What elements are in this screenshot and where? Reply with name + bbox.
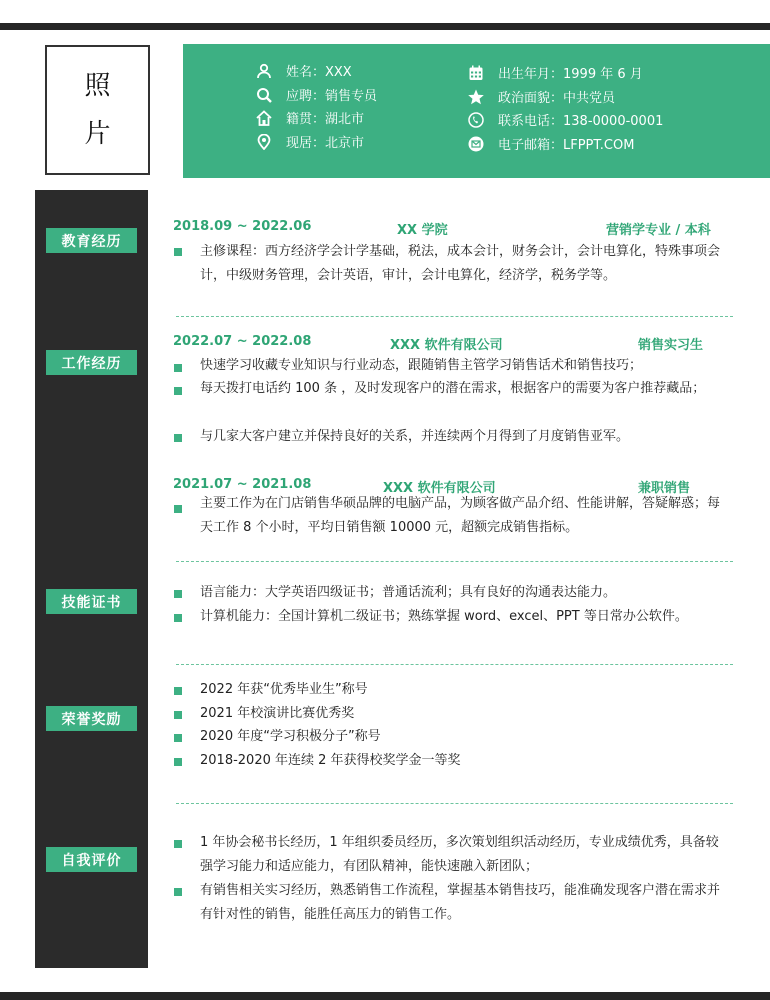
home-icon — [256, 110, 272, 126]
bullet — [174, 505, 182, 513]
divider — [176, 664, 733, 665]
honor-item: 2022 年获“优秀毕业生”称号 — [200, 682, 368, 697]
info-text: 姓名：XXX — [286, 65, 352, 80]
section-label-work: 工作经历 — [46, 350, 137, 375]
bullet — [174, 590, 182, 598]
bottom-bar — [0, 992, 770, 1000]
phone-icon — [468, 112, 484, 128]
work-detail: 与几家大客户建立并保持良好的关系，并连续两个月得到了月度销售亚军。 — [200, 429, 630, 444]
bullet — [174, 758, 182, 766]
work-detail: 快速学习收藏专业知识与行业动态，跟随销售主管学习销售话术和销售技巧； — [200, 358, 643, 373]
bullet — [174, 888, 182, 896]
honor-item: 2020 年度“学习积极分子”称号 — [200, 729, 381, 744]
bullet — [174, 687, 182, 695]
photo-char: 片 — [84, 119, 111, 149]
info-text: 籍贯：湖北市 — [286, 112, 365, 127]
section-label-self: 自我评价 — [46, 847, 137, 872]
info-name — [256, 61, 352, 80]
work-role: 兼职销售 — [638, 481, 691, 496]
work-company: XXX 软件有限公司 — [390, 338, 503, 353]
info-text: 联系电话：138-0000-0001 — [498, 114, 664, 129]
section-label-skills: 技能证书 — [46, 589, 137, 614]
photo-char: 照 — [84, 71, 111, 101]
info-text: 电子邮箱：LFPPT.COM — [498, 138, 635, 153]
bullet — [174, 387, 182, 395]
info-text: 出生年月：1999 年 6 月 — [498, 67, 643, 82]
edu-detail: 主修课程：西方经济学会计学基础，税法，成本会计，财务会计，会计电算化，特殊事项会计，中级财务管理，会计英语，审计，会计电算化，经济学，税务学等。 — [200, 244, 721, 283]
edu-major: 营销学专业 / 本科 — [606, 223, 711, 238]
work-detail-clipped — [200, 492, 740, 534]
photo-placeholder — [45, 45, 150, 175]
work-role: 销售实习生 — [638, 338, 704, 353]
divider — [176, 803, 733, 804]
bullet — [174, 711, 182, 719]
info-political — [468, 87, 615, 106]
skill-item: 语言能力：大学英语四级证书；普通话流利；具有良好的沟通表达能力。 — [200, 585, 617, 600]
person-icon — [256, 63, 272, 79]
bullet — [174, 434, 182, 442]
info-hometown — [256, 108, 364, 127]
work-company: XXX 软件有限公司 — [383, 481, 496, 496]
self-item: 有销售相关实习经历，熟悉销售工作流程，掌握基本销售技巧，能准确发现客户潜在需求并有针对性的销售，能胜任高压力的销售工作。 — [200, 883, 721, 922]
edu-school: XX 学院 — [397, 223, 448, 238]
search-person-icon — [256, 87, 272, 103]
work-detail: 每天拨打电话约 100 条 ，及时发现客户的潜在需求，根据客户的需要为客户推荐藏品； — [200, 381, 706, 396]
work-detail: 主要工作为在门店销售华硕品牌的电脑产品，为顾客做产品介绍、性能讲解，答疑解惑；每天工作 8 个小时，平均日销售额 10000 元，超额完成销售指标。 — [200, 496, 721, 534]
bullet — [174, 614, 182, 622]
calendar-icon — [468, 65, 484, 81]
bullet — [174, 364, 182, 372]
personal-info-header — [183, 44, 770, 178]
mail-icon — [468, 136, 484, 152]
location-pin-icon — [256, 134, 272, 150]
info-phone — [468, 110, 663, 129]
edu-date: 2018.09 ~ 2022.06 — [173, 219, 312, 234]
bullet — [174, 734, 182, 742]
info-birth — [468, 63, 643, 82]
info-email — [468, 134, 634, 153]
honor-item: 2021 年校演讲比赛优秀奖 — [200, 706, 355, 721]
info-text: 政治面貌：中共党员 — [498, 91, 616, 106]
work-date: 2021.07 ~ 2021.08 — [173, 477, 312, 492]
skill-item: 计算机能力：全国计算机二级证书；熟练掌握 word、excel、PPT 等日常办公软件。 — [200, 609, 688, 624]
divider — [176, 561, 733, 562]
info-residence — [256, 132, 364, 151]
info-text: 现居：北京市 — [286, 136, 365, 151]
divider — [176, 316, 733, 317]
info-position — [256, 85, 377, 104]
info-text: 应聘：销售专员 — [286, 89, 378, 104]
section-label-education: 教育经历 — [46, 228, 137, 253]
work-date: 2022.07 ~ 2022.08 — [173, 334, 312, 349]
section-label-honors: 荣誉奖励 — [46, 706, 137, 731]
bullet — [174, 248, 182, 256]
self-item: 1 年协会秘书长经历，1 年组织委员经历，多次策划组织活动经历，专业成绩优秀，具备较强学习能力和适应能力，有团队精神，能快速融入新团队； — [200, 835, 719, 874]
top-bar — [0, 23, 770, 30]
star-icon — [468, 89, 484, 105]
bullet — [174, 840, 182, 848]
honor-item: 2018-2020 年连续 2 年获得校奖学金一等奖 — [200, 753, 461, 768]
